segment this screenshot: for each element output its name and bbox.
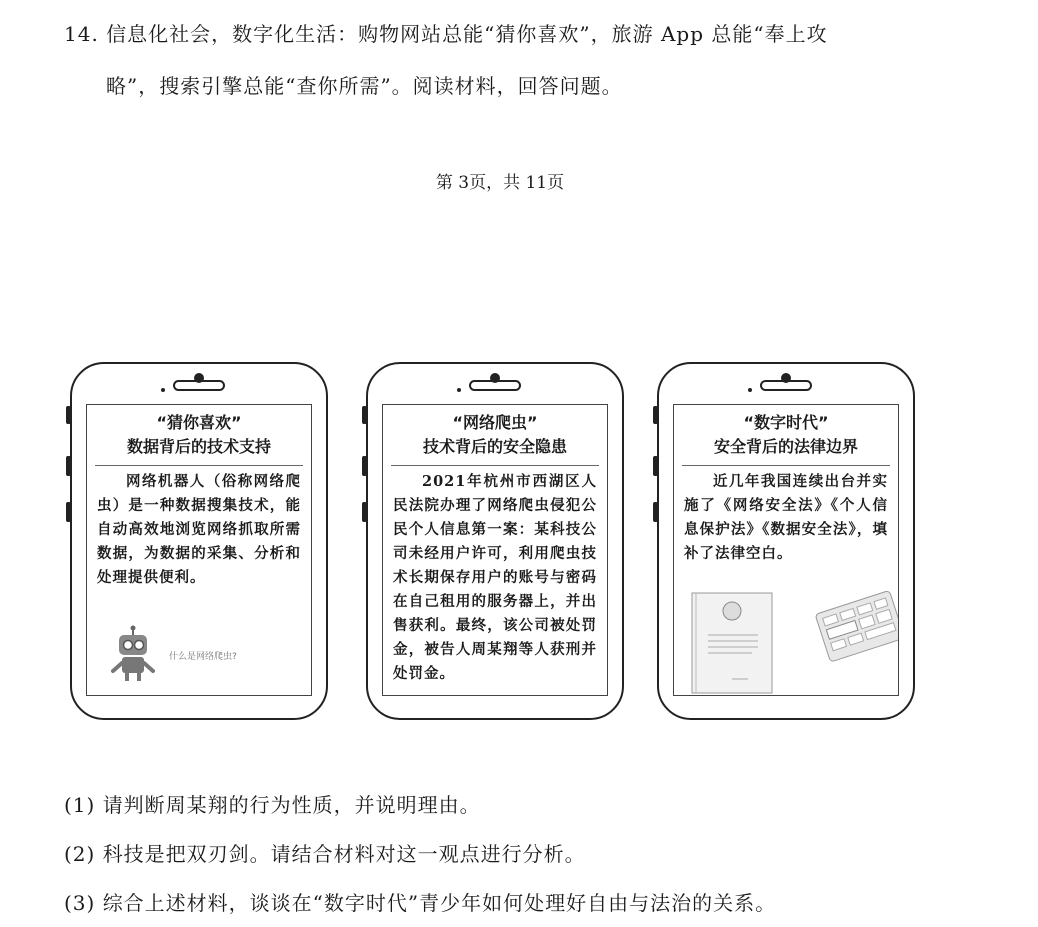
question-stem-line-2: 略”，搜索引擎总能“查你所需”。阅读材料，回答问题。	[106, 74, 623, 98]
phone-screen	[673, 404, 899, 696]
law-documents-illustration	[682, 587, 898, 697]
phone-side-button	[66, 502, 71, 522]
phone-screen	[86, 404, 312, 696]
phone-card-web-crawler	[366, 362, 624, 720]
card-title-line-2: 数据背后的技术支持	[126, 437, 271, 456]
title-divider	[95, 465, 303, 466]
phone-speaker-icon	[469, 380, 521, 391]
phone-side-button	[362, 406, 367, 424]
sub-question-2: (2) 科技是把双刃剑。请结合材料对这一观点进行分析。	[64, 842, 586, 866]
phone-speaker-icon	[173, 380, 225, 391]
title-divider	[391, 465, 599, 466]
phone-speaker-icon	[760, 380, 812, 391]
phone-screen	[382, 404, 608, 696]
card-body-text: 近几年我国连续出台并实施了《网络安全法》《个人信息保护法》《数据安全法》，填补了法律空白。	[684, 473, 888, 562]
card-title-line-1: “网络爬虫”	[452, 413, 538, 432]
phone-sensor-icon	[457, 388, 461, 392]
phone-side-button	[66, 456, 71, 476]
sub-question-1: (1) 请判断周某翔的行为性质，并说明理由。	[64, 793, 481, 817]
phone-side-button	[653, 406, 658, 424]
phone-sensor-icon	[748, 388, 752, 392]
phone-side-button	[653, 502, 658, 522]
phone-card-digital-era	[657, 362, 915, 720]
phone-side-button	[362, 502, 367, 522]
robot-caption: 什么是网络爬虫?	[169, 652, 237, 662]
card-title-line-2: 技术背后的安全隐患	[422, 437, 567, 456]
robot-illustration	[109, 625, 289, 685]
phone-side-button	[362, 456, 367, 476]
card-title-line-1: “猜你喜欢”	[156, 413, 242, 432]
card-title-line-1: “数字时代”	[743, 413, 829, 432]
card-body-text: 网络机器人（俗称网络爬虫）是一种数据搜集技术，能自动高效地浏览网络抓取所需数据，为数据的采集、分析和处理提供便利。	[97, 473, 301, 586]
card-body-text: 2021年杭州市西湖区人民法院办理了网络爬虫侵犯公民个人信息第一案：某科技公司未经用户许可，利用爬虫技术长期保存用户的账号与密码在自己租用的服务器上，并出售获利。最终，该公司被处罚金，被告人周某翔等人获刑并处罚金。	[393, 473, 597, 682]
card-title-line-2: 安全背后的法律边界	[713, 437, 858, 456]
phone-sensor-icon	[161, 388, 165, 392]
sub-question-3: (3) 综合上述材料，谈谈在“数字时代”青少年如何处理好自由与法治的关系。	[64, 891, 777, 915]
question-stem-line-1: 14. 信息化社会，数字化生活：购物网站总能“猜你喜欢”，旅游 App 总能“奉上攻	[64, 22, 828, 46]
phone-side-button	[66, 406, 71, 424]
phone-side-button	[653, 456, 658, 476]
phone-card-guess-you-like	[70, 362, 328, 720]
title-divider	[682, 465, 890, 466]
page-number: 第 3页，共 11页	[435, 173, 565, 193]
robot-icon	[109, 625, 165, 685]
